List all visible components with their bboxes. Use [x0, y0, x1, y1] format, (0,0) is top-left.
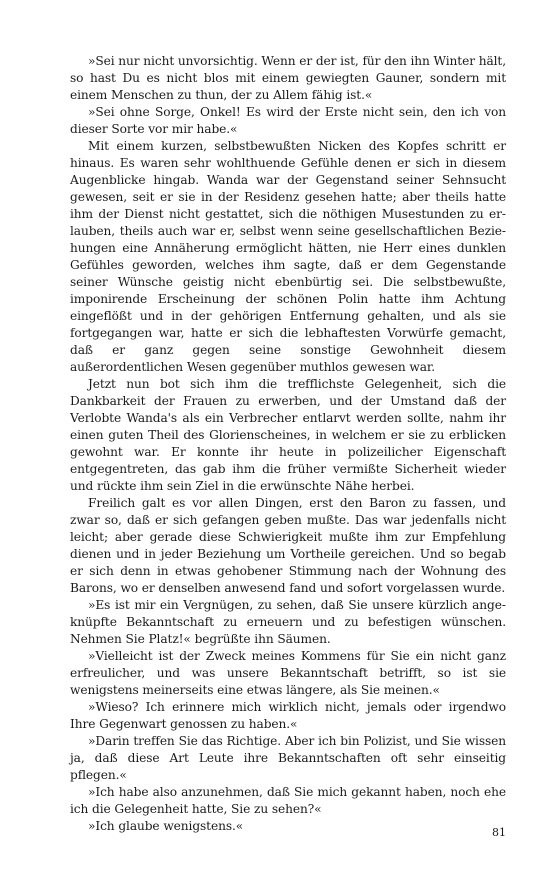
paragraph: »Wieso? Ich erinnere mich wirklich nicht, jemals oder irgendwo Ihre Gegenwart genossen zu haben.« [70, 700, 506, 731]
paragraph: »Ich glaube wenigstens.« [88, 819, 244, 833]
paragraph: »Sei ohne Sorge, Onkel! Es wird der Erste nicht sein, den ich von dieser Sorte vor mir habe.« [70, 105, 506, 136]
body-text [70, 53, 506, 835]
paragraph: »Es ist mir ein Vergnügen, zu sehen, daß Sie unsere kürzlich angeknüpfte Bekanntschaft zu erneuern und zu befestigen wünschen. Nehmen Sie Platz!« begrüßte ihn Säumen. [70, 598, 506, 646]
paragraph: Mit einem kurzen, selbstbewußten Nicken des Kopfes schritt er hinaus. Es waren sehr wohlthuende Gefühle denen er sich in diesem Augenblicke hingab. Wanda war der Gegenstand seiner Sehnsucht gewesen, seit er sie in der Residenz gesehen hatte; aber theils hatte ihm der Dienst nicht gestattet, sich die nöthigen Musestunden zu erlauben, theils auch war er, selbst wenn seine gesellschaftlichen Beziehungen eine Annäherung ermöglicht hätten, nie Herr eines dunklen Gefühles geworden, welches ihm sagte, daß er dem Gegenstande seiner Wünsche geistig nicht ebenbürtig sei. Die selbstbewußte, imponirende Erscheinung der schönen Polin hatte ihm Achtung eingeflößt und in der gehörigen Entfernung gehalten, und als sie fortgegangen war, hatte er sich die lebhaftesten Vorwürfe gemacht, daß er ganz gegen seine sonstige Gewohnheit diesem außerordentlichen Wesen gegenüber muthlos gewesen war. [70, 139, 506, 374]
page-number: 81 [492, 826, 506, 839]
paragraph: »Ich habe also anzunehmen, daß Sie mich gekannt haben, noch ehe ich die Gelegenheit hatte, Sie zu sehen?« [70, 785, 506, 816]
paragraph: Freilich galt es vor allen Dingen, erst den Baron zu fassen, und zwar so, daß er sich gefangen geben mußte. Das war jedenfalls nicht leicht; aber gerade diese Schwierigkeit mußte ihm zur Empfehlung dienen und in jeder Beziehung um Vortheile gereichen. Und so begab er sich denn in etwas gehobener Stimmung nach der Wohnung des Barons, wo er denselben anwesend fand und sofort vorgelassen wurde. [70, 496, 506, 595]
paragraph: Jetzt nun bot sich ihm die trefflichste Gelegenheit, sich die Dankbarkeit der Frauen zu erwerben, und der Umstand daß der Verlobte Wanda's als ein Verbrecher entlarvt werden sollte, nahm ihr einen guten Theil des Glorienscheines, in welchem er sie zu erblicken gewohnt war. Er konnte ihr heute in polizeilicher Eigenschaft entgegentreten, das gab ihm die früher vermißte Sicherheit wieder und rückte ihm sein Ziel in die erwünschte Nähe herbei. [70, 377, 506, 493]
paragraph: »Sei nur nicht unvorsichtig. Wenn er der ist, für den ihn Winter hält, so hast Du es nicht blos mit einem gewiegten Gauner, sondern mit einem Menschen zu thun, der zu Allem fähig ist.« [70, 54, 506, 102]
paragraph: »Darin treffen Sie das Richtige. Aber ich bin Polizist, und Sie wissen ja, daß diese Art Leute ihre Bekanntschaften oft sehr einseitig pflegen.« [70, 734, 506, 782]
paragraph: »Vielleicht ist der Zweck meines Kommens für Sie ein nicht ganz erfreulicher, und was unsere Bekanntschaft betrifft, so ist sie wenigstens meinerseits eine etwas längere, als Sie meinen.« [70, 649, 506, 697]
